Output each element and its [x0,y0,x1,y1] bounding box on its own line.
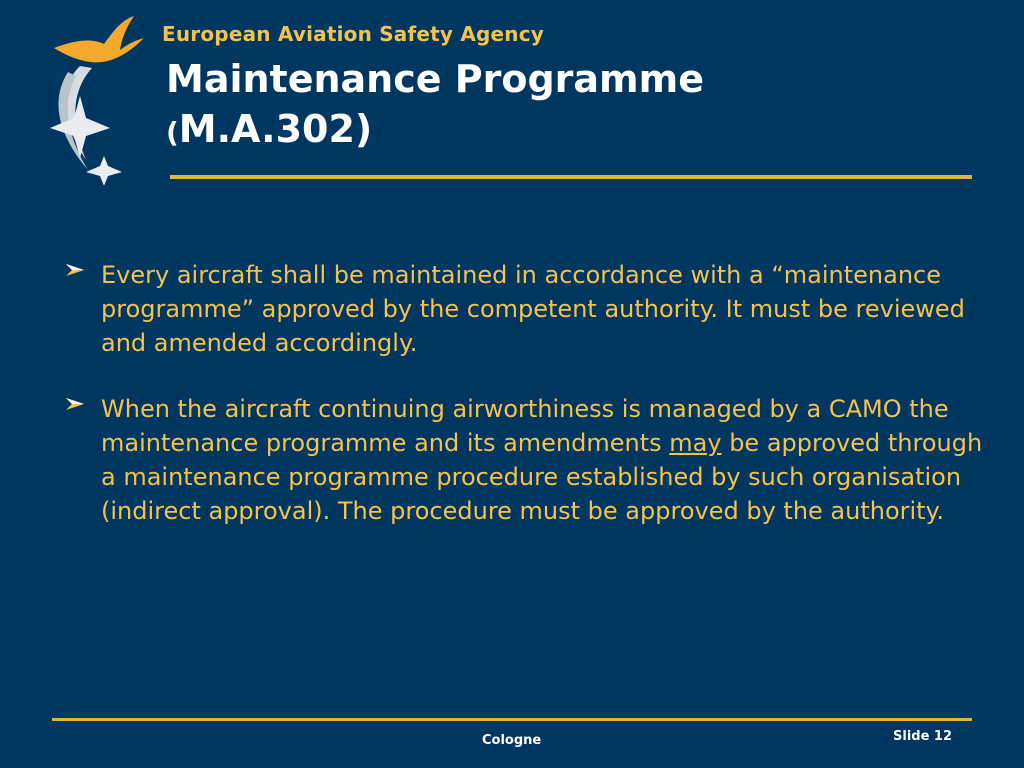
title-line-1: Maintenance Programme [166,57,704,101]
title-line-2: M.A.302) [178,107,373,151]
page-title [166,54,704,158]
chevron-bullet-icon [64,396,86,412]
bullet-text-part: When the aircraft continuing airworthiness is managed by a CAMO the maintenance programme and its amendments [101,395,949,457]
agency-name: European Aviation Safety Agency [162,22,545,46]
underlined-word: may [669,429,722,457]
chevron-bullet-icon [64,262,86,278]
footer-location: Cologne [482,733,542,748]
bullet-list [64,258,984,560]
easa-bird-logo-icon [40,10,150,185]
header-divider [170,175,972,179]
list-item [64,258,984,360]
bullet-text [101,392,984,528]
title-paren: ( [166,116,179,149]
list-item [64,392,984,528]
slide-number: Slide 12 [893,729,953,744]
bullet-text-part: be approved through a maintenance programme procedure established by such organisation (indirect approval). The procedure must be approved by the authority. [101,429,983,525]
footer-divider [52,718,972,721]
bullet-text: Every aircraft shall be maintained in accordance with a “maintenance programme” approved by the competent authority. It must be reviewed and amended accordingly. [101,261,965,357]
